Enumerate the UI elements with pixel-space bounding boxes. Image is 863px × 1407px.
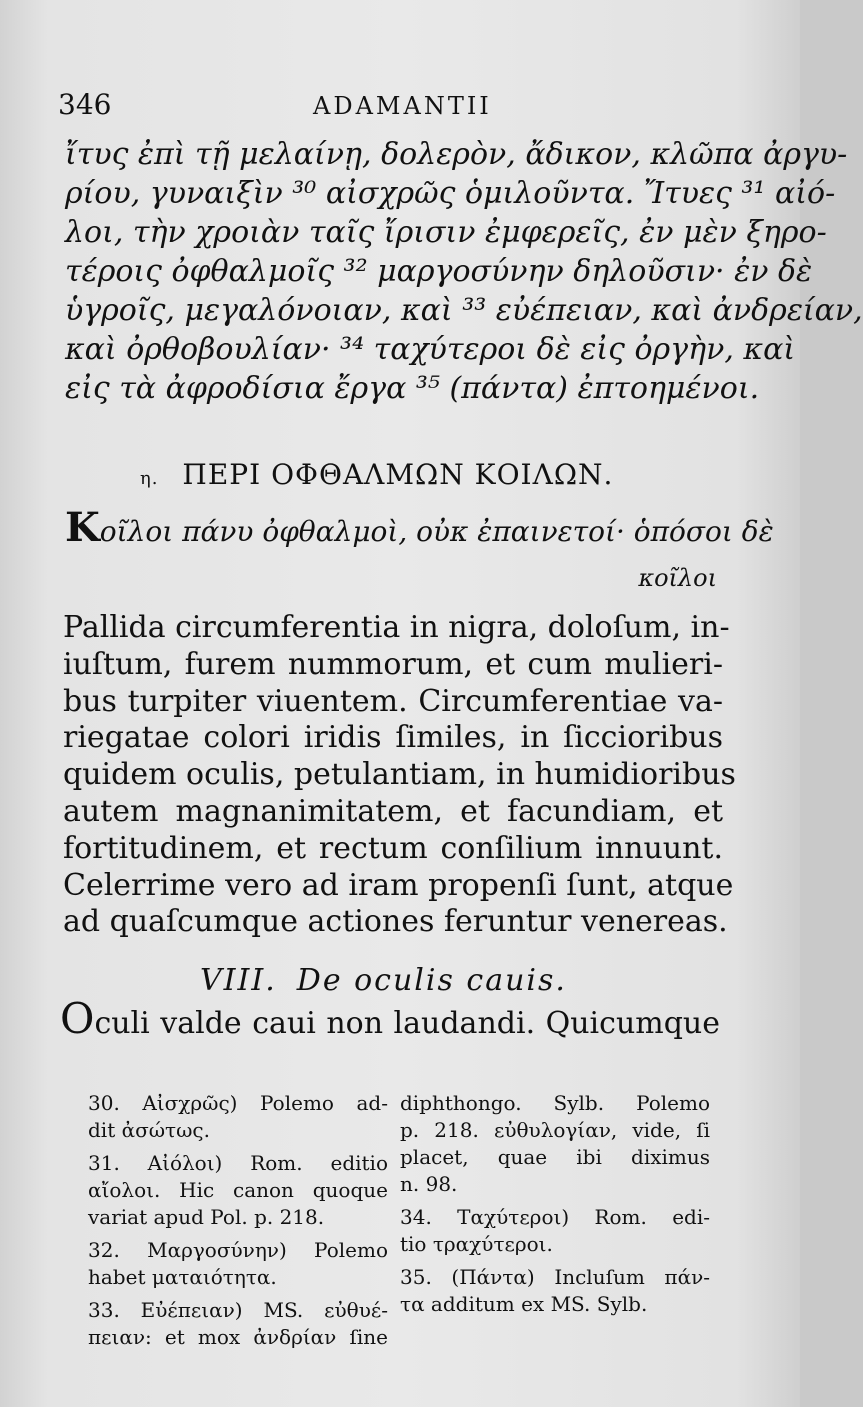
greek-line: εἰς τὰ ἀφροδίσια ἔργα ³⁵ (πάντα) ἐπτοημένοι. — [65, 371, 760, 406]
latin-line: riegatae colori iridis ſimiles, in ſiccioribus — [63, 720, 723, 756]
footnote-line: τα additum ex MS. Sylb. — [400, 1292, 648, 1316]
initial-letter: O — [60, 994, 95, 1043]
latin-section-heading — [200, 963, 700, 998]
footnote-33 — [88, 1297, 388, 1351]
footnote-line: n. 98. — [400, 1172, 458, 1196]
footnote-line: diphthongo. Sylb. Polemo — [400, 1091, 710, 1115]
latin-line: bus turpiter viuentem. Circumferentiae va- — [63, 683, 723, 719]
footnote-35 — [400, 1264, 710, 1318]
greek-line-text: οῖλοι πάνυ ὀφθαλμοὶ, οὐκ ἐπαινετοί· ὁπόσοι δὲ — [99, 515, 774, 548]
latin-paragraph — [63, 610, 736, 941]
latin-line: Pallida circumferentia in nigra, doloſum, in- — [63, 610, 730, 645]
footnote-33-continued — [400, 1090, 710, 1198]
footnote-line: placet, quae ibi diximus — [400, 1145, 710, 1169]
greek-line: ρίου, γυναιξὶν ³⁰ αἰσχρῶς ὁμιλοῦντα. Ἴτυες ³¹ αἰό- — [65, 176, 836, 211]
footnote-line: 30. Αἰσχρῶς) Polemo ad- — [88, 1091, 388, 1115]
footnote-line: habet ματαιότητα. — [88, 1265, 277, 1289]
greek-line: τέροις ὀφθαλμοῖς ³² μαργοσύνην δηλοῦσιν· ἐν δὲ — [65, 254, 813, 289]
footnote-line: 31. Αἰόλοι) Rom. editio — [88, 1151, 388, 1175]
latin-line: quidem oculis, petulantiam, in humidioribus — [63, 757, 736, 793]
footnote-line: 32. Μαργοσύνην) Polemo — [88, 1238, 388, 1262]
latin-line: iuſtum, furem nummorum, et cum mulieri- — [63, 646, 723, 682]
latin-section-number: VIII. — [200, 963, 277, 998]
latin-section-title: De oculis cauis. — [296, 963, 567, 998]
footnotes-right-column — [400, 1090, 710, 1324]
greek-section-heading — [140, 458, 700, 491]
footnote-32 — [88, 1237, 388, 1291]
latin-line-text: culi valde caui non laudandi. Quicumque — [94, 1006, 720, 1041]
running-title: ADAMANTII — [313, 92, 492, 120]
greek-line — [65, 504, 774, 555]
greek-line: λοι, τὴν χροιὰν ταῖς ἴρισιν ἐμφερεῖς, ἐν μὲν ξηρο- — [65, 215, 827, 250]
greek-catchword: κοῖλοι — [638, 564, 717, 592]
greek-line: ὑγροῖς, μεγαλόνοιαν, καὶ ³³ εὐέπειαν, καὶ ἀνδρείαν, — [65, 293, 863, 328]
footnote-line: αἴολοι. Hic canon quoque — [88, 1178, 388, 1202]
page-number: 346 — [58, 88, 112, 121]
latin-line: fortitudinem, et rectum conſilium innuunt. — [63, 830, 723, 866]
greek-section-number: η. — [140, 468, 159, 489]
footnote-line: 34. Ταχύτεροι) Rom. edi- — [400, 1205, 710, 1229]
initial-letter: Κ — [65, 504, 100, 551]
latin-paragraph-2 — [60, 994, 720, 1043]
footnote-line: 33. Εὐέπειαν) MS. εὐθυέ- — [88, 1298, 388, 1322]
latin-line: Celerrime vero ad iram propenſi ſunt, atque — [63, 867, 734, 903]
latin-line: autem magnanimitatem, et facundiam, et — [63, 793, 723, 829]
greek-section-title: ΠΕΡΙ ΟΦΘΑΛΜΩΝ ΚΟΙΛΩΝ. — [182, 458, 614, 491]
footnote-line: dit ἀσώτως. — [88, 1118, 210, 1142]
footnote-line: p. 218. εὐθυλογίαν, vide, ſi — [400, 1118, 710, 1142]
greek-paragraph — [65, 135, 863, 408]
footnote-line: tio τραχύτεροι. — [400, 1232, 553, 1256]
page-header — [58, 88, 758, 128]
latin-line: ad quaſcumque actiones feruntur venereas. — [63, 904, 728, 940]
greek-line: ἴτυς ἐπὶ τῇ μελαίνῃ, δολερὸν, ἄδικον, κλῶπα ἀργυ- — [65, 137, 848, 172]
footnote-34 — [400, 1204, 710, 1258]
footnote-31 — [88, 1150, 388, 1231]
footnote-line: 35. (Πάντα) Incluſum πάν- — [400, 1265, 710, 1289]
footnotes-left-column — [88, 1090, 388, 1357]
footnote-line: πειαν: et mox ἀνδρίαν ſine — [88, 1325, 388, 1349]
footnote-line: variat apud Pol. p. 218. — [88, 1205, 325, 1229]
footnote-30 — [88, 1090, 388, 1144]
greek-line: καὶ ὀρθοβουλίαν· ³⁴ ταχύτεροι δὲ εἰς ὀργὴν, καὶ — [65, 332, 796, 367]
greek-paragraph-2 — [65, 504, 774, 601]
